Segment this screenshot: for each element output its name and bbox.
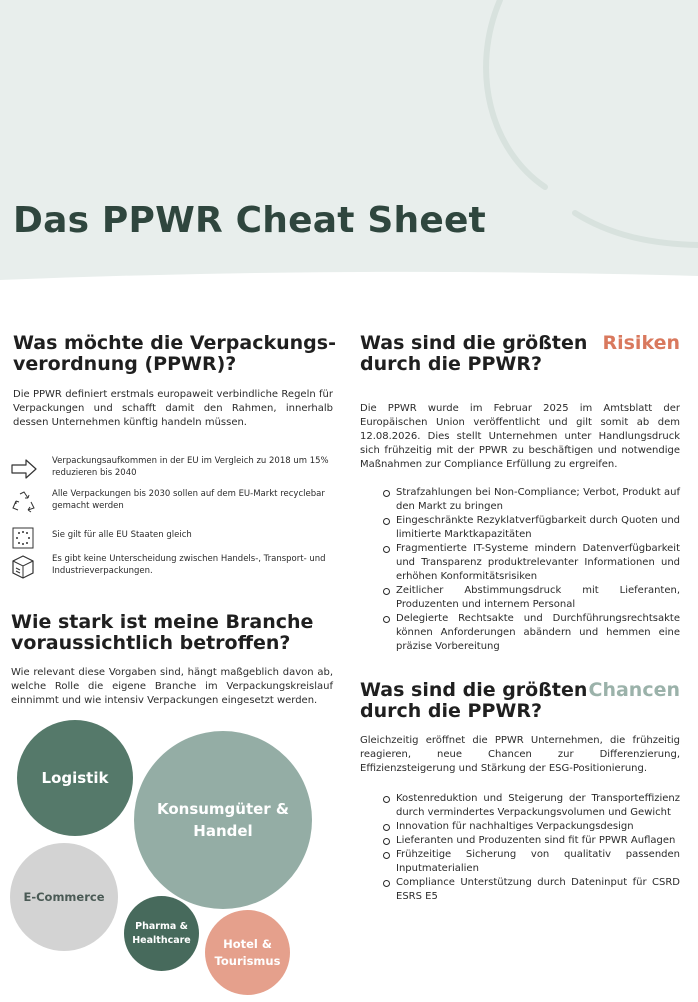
list-item: Eingeschränkte Rezyklatverfügbarkeit durch Quoten und limitierte Marktkapazitäten: [380, 514, 680, 542]
section-ppwr-goals-intro: Die PPWR definiert erstmals europaweit verbindliche Regeln für Verpackungen und schafft damit den Rahmen, innerhalb dessen Unternehmen künftig handeln müssen.: [13, 389, 333, 428]
fact-eu-wide: [10, 524, 340, 554]
bubble-konsumgueter-handel: Konsumgüter & Handel: [134, 731, 312, 909]
list-item: Zeitlicher Abstimmungsdruck mit Lieferanten, Produzenten und internem Personal: [380, 584, 680, 612]
section-chances-heading: Was sind die größten Chancen durch die PPWR?: [360, 679, 680, 722]
list-item: Innovation für nachhaltiges Verpackungsdesign: [380, 820, 680, 834]
chances-accent-word: Chancen: [588, 679, 680, 701]
header-wave: [0, 260, 698, 300]
risks-accent-word: Risiken: [602, 332, 680, 354]
fact-text: Sie gilt für alle EU Staaten gleich: [52, 530, 192, 540]
bubble-hotel-tourismus: Hotel & Tourismus: [205, 910, 290, 995]
bubble-pharma-healthcare: Pharma & Healthcare: [124, 896, 199, 971]
page-title: Das PPWR Cheat Sheet: [13, 200, 486, 241]
section-industry-impact-heading: Wie stark ist meine Branche voraussichtlich betroffen?: [11, 611, 314, 654]
section-chances-intro: Gleichzeitig eröffnet die PPWR Unternehmen, die frühzeitig reagieren, neue Chancen zur Differenzierung, Effizienzsteigerung und Stärkung der ESG-Positionierung.: [360, 735, 680, 774]
fact-no-distinction: [10, 553, 340, 583]
list-item: Kostenreduktion und Steigerung der Transporteffizienz durch vermindertes Verpackungsvolumen und Gewicht: [380, 792, 680, 820]
risks-list: [380, 486, 680, 654]
list-item: Compliance Unterstützung durch Dateninput für CSRD ESRS E5: [380, 876, 680, 904]
arrow-right-icon: [10, 457, 38, 481]
list-item: Fragmentierte IT-Systeme mindern Datenverfügbarkeit und Transparenz produktrelevanter Informationen und erhöhen Konformitätsrisiken: [380, 542, 680, 584]
fact-text: Alle Verpackungen bis 2030 sollen auf dem EU-Markt recyclebar gemacht werden: [52, 489, 325, 511]
section-risks-heading: Was sind die größten Risiken durch die PPWR?: [360, 332, 680, 375]
section-risks-intro: Die PPWR wurde im Februar 2025 im Amtsblatt der Europäischen Union veröffentlicht und gilt somit ab dem 12.08.2026. Dies stellt Unternehmen unter Handlungsdruck sich frühzeitig mit der PPWR zu beschäftigen und notwendige Maßnahmen zur Compliance Erfüllung zu ergreifen.: [360, 403, 680, 470]
recycle-icon: [10, 490, 38, 514]
bubble-logistik: Logistik: [17, 720, 133, 836]
section-industry-impact-intro: Wie relevant diese Vorgaben sind, hängt maßgeblich davon ab, welche Rolle die eigene Branche im Verpackungskreislauf einnimmt und wie intensiv Verpackungen eingesetzt werden.: [11, 667, 333, 706]
section-ppwr-goals-heading: Was möchte die Verpackungs- verordnung (PPWR)?: [13, 332, 336, 375]
list-item: Frühzeitige Sicherung von qualitativ passenden Inputmaterialien: [380, 848, 680, 876]
fact-packaging-reduction: [10, 455, 340, 485]
fact-text: Verpackungsaufkommen in der EU im Vergleich zu 2018 um 15% reduzieren bis 2040: [52, 456, 329, 478]
fact-text: Es gibt keine Unterscheidung zwischen Handels-, Transport- und Industrieverpackungen.: [52, 554, 326, 576]
package-icon: [10, 555, 38, 579]
list-item: Lieferanten und Produzenten sind fit für PPWR Auflagen: [380, 834, 680, 848]
chances-list: [380, 792, 680, 904]
list-item: Strafzahlungen bei Non-Compliance; Verbot, Produkt auf den Markt zu bringen: [380, 486, 680, 514]
list-item: Delegierte Rechtsakte und Durchführungsrechtsakte können Anforderungen abändern und hemmen eine präzise Vorbereitung: [380, 612, 680, 654]
decorative-arc: [0, 0, 698, 290]
fact-recyclable: [10, 488, 340, 518]
header-banner: [0, 0, 698, 290]
eu-stars-icon: [10, 526, 38, 550]
bubble-e-commerce: E-Commerce: [10, 843, 118, 951]
